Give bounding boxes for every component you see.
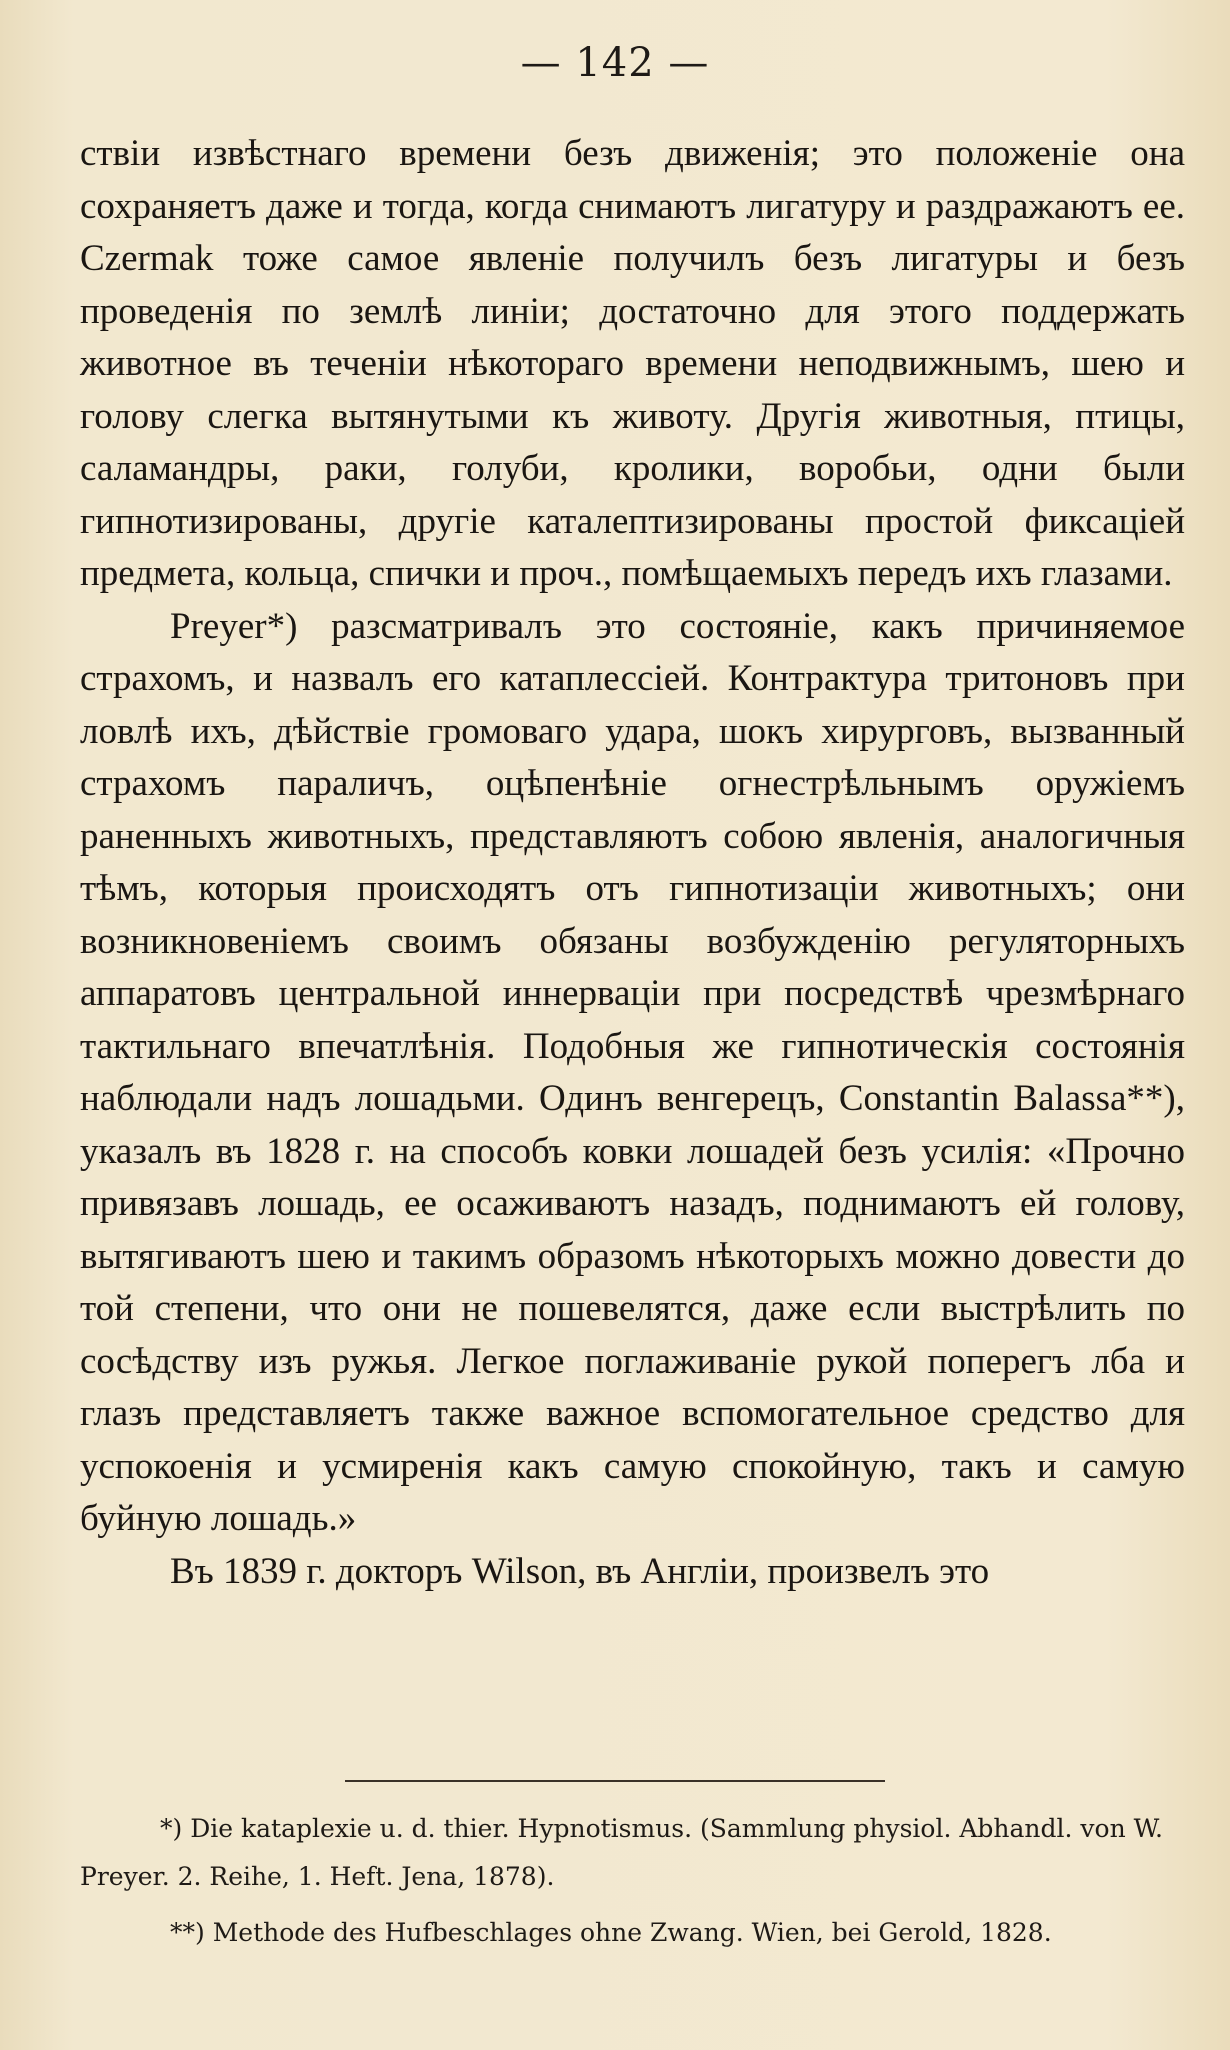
paragraph-wilson: Въ 1839 г. докторъ Wilson, въ Англіи, произвелъ это [170, 1550, 990, 1592]
page-number: — 142 — [520, 40, 710, 86]
main-text [80, 128, 1185, 1598]
footnote-preyer: *) Die kataplexie u. d. thier. Hypnotismus. (Sammlung physiol. Abhandl. von W. Preyer. 2. Reihe, 1. Heft. Jena, 1878). [80, 1814, 1163, 1891]
paragraph-preyer: Preyer*) разсматривалъ это состояніе, какъ причиняемое страхомъ, и назвалъ его катаплессіей. Контрактура тритоновъ при ловлѣ ихъ, дѣйствіе громоваго удара, шокъ хирурговъ, вызванный страхомъ параличъ, оцѣпенѣніе огнестрѣльнымъ оружіемъ раненныхъ животныхъ, представляютъ собою явленія, аналогичныя тѣмъ, которыя происходятъ отъ гипнотизаціи животныхъ; они возникновеніемъ своимъ обязаны возбужденію регуляторныхъ аппаратовъ центральной иннерваціи при посредствѣ чрезмѣрнаго тактильнаго впечатлѣнія. Подобныя же гипнотическія состоянія наблюдали надъ лошадьми. Одинъ венгерецъ, Constantin Balassa**), указалъ въ 1828 г. на способъ ковки лошадей безъ усилія: «Прочно привязавъ лошадь, ее осаживаютъ назадъ, поднимаютъ ей голову, вытягиваютъ шею и такимъ образомъ нѣкоторыхъ можно довести до той степени, что они не пошевелятся, даже если выстрѣлить по сосѣдству изъ ружья. Легкое поглаживаніе рукой поперегъ лба и глазъ представляетъ также важное вспомогательное средство для успокоенія и усмиренія какъ самую спокойную, такъ и самую буйную лошадь.» [80, 605, 1185, 1539]
paragraph-continuation: ствіи извѣстнаго времени безъ движенія; это положеніе она сохраняетъ даже и тогда, когда снимаютъ лигатуру и раздражаютъ ее. Czermak тоже самое явленіе получилъ безъ лигатуры и безъ проведенія по землѣ линіи; достаточно для этого поддержать животное въ теченіи нѣкотораго времени неподвижнымъ, шею и голову слегка вытянутыми къ животу. Другія животныя, птицы, саламандры, раки, голуби, кролики, воробьи, одни были гипнотизированы, другіе каталептизированы простой фиксаціей предмета, кольца, спички и проч., помѣщаемыхъ передъ ихъ глазами. [80, 133, 1185, 594]
footnote-balassa: **) Methode des Hufbeschlages ohne Zwang. Wien, bei Gerold, 1828. [170, 1918, 1052, 1947]
footnotes [80, 1805, 1185, 1965]
footnote-divider [345, 1780, 885, 1782]
